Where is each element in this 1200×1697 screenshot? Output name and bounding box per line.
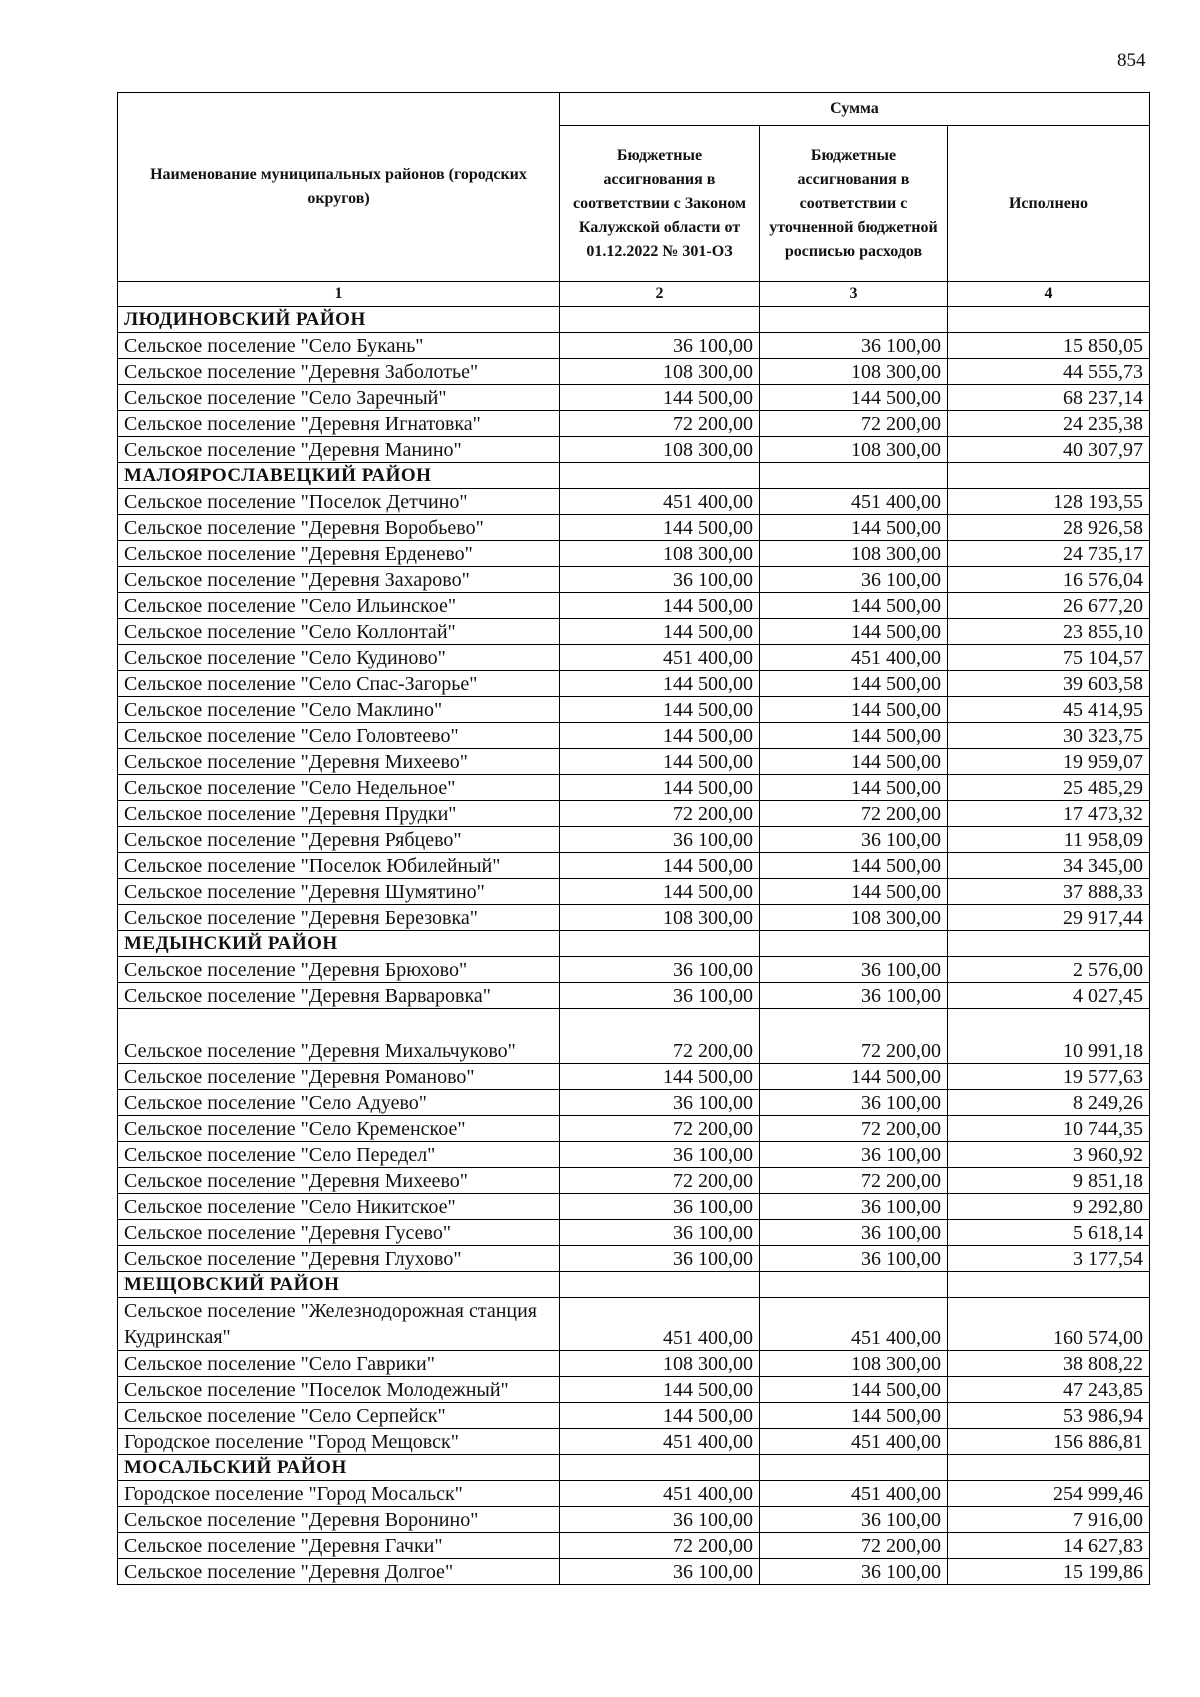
empty-cell bbox=[560, 931, 760, 957]
settlement-name: Сельское поселение "Деревня Романово" bbox=[118, 1064, 560, 1090]
empty-cell bbox=[760, 931, 948, 957]
settlement-name: Сельское поселение "Село Коллонтай" bbox=[118, 619, 560, 645]
table-row bbox=[118, 1194, 1150, 1220]
column-number-1: 1 bbox=[118, 282, 560, 307]
executed-cell: 160 574,00 bbox=[948, 1298, 1150, 1351]
roster-allocation-cell: 72 200,00 bbox=[760, 1116, 948, 1142]
header-sum: Сумма bbox=[560, 93, 1150, 126]
table-row bbox=[118, 541, 1150, 567]
roster-allocation-cell: 72 200,00 bbox=[760, 1533, 948, 1559]
roster-allocation-cell: 36 100,00 bbox=[760, 957, 948, 983]
district-header-row bbox=[118, 931, 1150, 957]
settlement-name: Сельское поселение "Деревня Долгое" bbox=[118, 1559, 560, 1585]
law-allocation-cell: 144 500,00 bbox=[560, 619, 760, 645]
executed-cell: 30 323,75 bbox=[948, 723, 1150, 749]
roster-allocation-cell: 144 500,00 bbox=[760, 775, 948, 801]
executed-cell: 23 855,10 bbox=[948, 619, 1150, 645]
law-allocation-cell: 108 300,00 bbox=[560, 1351, 760, 1377]
law-allocation-cell: 36 100,00 bbox=[560, 1559, 760, 1585]
settlement-name: Сельское поселение "Деревня Михеево" bbox=[118, 749, 560, 775]
law-allocation-cell: 144 500,00 bbox=[560, 749, 760, 775]
table-row bbox=[118, 671, 1150, 697]
law-allocation-cell: 72 200,00 bbox=[560, 801, 760, 827]
settlement-name: Сельское поселение "Деревня Михеево" bbox=[118, 1168, 560, 1194]
roster-allocation-cell: 72 200,00 bbox=[760, 411, 948, 437]
table-row bbox=[118, 905, 1150, 931]
table-row bbox=[118, 411, 1150, 437]
budget-table bbox=[117, 92, 1150, 1585]
law-allocation-cell: 72 200,00 bbox=[560, 1116, 760, 1142]
table-row bbox=[118, 827, 1150, 853]
executed-cell: 2 576,00 bbox=[948, 957, 1150, 983]
executed-cell: 53 986,94 bbox=[948, 1403, 1150, 1429]
header-roster-allocation: Бюджетные ассигнования в соответствии с уточненной бюджетной росписью расходов bbox=[760, 126, 948, 282]
roster-allocation-cell: 36 100,00 bbox=[760, 983, 948, 1009]
roster-allocation-cell: 451 400,00 bbox=[760, 1429, 948, 1455]
settlement-name: Сельское поселение "Село Кременское" bbox=[118, 1116, 560, 1142]
roster-allocation-cell: 144 500,00 bbox=[760, 593, 948, 619]
table-row bbox=[118, 489, 1150, 515]
executed-cell: 11 958,09 bbox=[948, 827, 1150, 853]
table-row bbox=[118, 1246, 1150, 1272]
executed-cell: 38 808,22 bbox=[948, 1351, 1150, 1377]
law-allocation-cell: 451 400,00 bbox=[560, 1481, 760, 1507]
table-row bbox=[118, 1168, 1150, 1194]
settlement-name: Сельское поселение "Деревня Воробьево" bbox=[118, 515, 560, 541]
table-row bbox=[118, 333, 1150, 359]
executed-cell: 47 243,85 bbox=[948, 1377, 1150, 1403]
empty-cell bbox=[948, 463, 1150, 489]
table-row bbox=[118, 801, 1150, 827]
district-name: МАЛОЯРОСЛАВЕЦКИЙ РАЙОН bbox=[118, 463, 560, 489]
settlement-name: Сельское поселение "Село Спас-Загорье" bbox=[118, 671, 560, 697]
table-row bbox=[118, 1533, 1150, 1559]
law-allocation-cell: 144 500,00 bbox=[560, 593, 760, 619]
settlement-name: Сельское поселение "Село Заречный" bbox=[118, 385, 560, 411]
settlement-name: Городское поселение "Город Мещовск" bbox=[118, 1429, 560, 1455]
executed-cell: 254 999,46 bbox=[948, 1481, 1150, 1507]
law-allocation-cell: 36 100,00 bbox=[560, 1090, 760, 1116]
district-name: ЛЮДИНОВСКИЙ РАЙОН bbox=[118, 307, 560, 333]
column-number-4: 4 bbox=[948, 282, 1150, 307]
roster-allocation-cell: 36 100,00 bbox=[760, 1194, 948, 1220]
page-number: 854 bbox=[1117, 50, 1146, 71]
settlement-name: Сельское поселение "Село Никитское" bbox=[118, 1194, 560, 1220]
roster-allocation-cell: 144 500,00 bbox=[760, 515, 948, 541]
law-allocation-cell: 451 400,00 bbox=[560, 489, 760, 515]
empty-cell bbox=[948, 1455, 1150, 1481]
settlement-name: Сельское поселение "Село Недельное" bbox=[118, 775, 560, 801]
law-allocation-cell: 144 500,00 bbox=[560, 1377, 760, 1403]
roster-allocation-cell: 108 300,00 bbox=[760, 1351, 948, 1377]
header-executed: Исполнено bbox=[948, 126, 1150, 282]
roster-allocation-cell: 36 100,00 bbox=[760, 1559, 948, 1585]
district-name: МЕЩОВСКИЙ РАЙОН bbox=[118, 1272, 560, 1298]
roster-allocation-cell: 144 500,00 bbox=[760, 619, 948, 645]
executed-cell: 10 744,35 bbox=[948, 1116, 1150, 1142]
settlement-name: Сельское поселение "Село Гаврики" bbox=[118, 1351, 560, 1377]
roster-allocation-cell: 36 100,00 bbox=[760, 333, 948, 359]
table-row bbox=[118, 1429, 1150, 1455]
settlement-name: Сельское поселение "Село Кудиново" bbox=[118, 645, 560, 671]
executed-cell: 37 888,33 bbox=[948, 879, 1150, 905]
roster-allocation-cell: 36 100,00 bbox=[760, 567, 948, 593]
settlement-name: Сельское поселение "Деревня Захарово" bbox=[118, 567, 560, 593]
law-allocation-cell: 108 300,00 bbox=[560, 437, 760, 463]
executed-cell: 19 959,07 bbox=[948, 749, 1150, 775]
law-allocation-cell: 144 500,00 bbox=[560, 853, 760, 879]
table-row bbox=[118, 853, 1150, 879]
table-row bbox=[118, 1559, 1150, 1585]
roster-allocation-cell: 108 300,00 bbox=[760, 541, 948, 567]
executed-cell: 19 577,63 bbox=[948, 1064, 1150, 1090]
settlement-name: Сельское поселение "Поселок Детчино" bbox=[118, 489, 560, 515]
law-allocation-cell: 144 500,00 bbox=[560, 515, 760, 541]
table-row bbox=[118, 1116, 1150, 1142]
executed-cell: 4 027,45 bbox=[948, 983, 1150, 1009]
roster-allocation-cell: 144 500,00 bbox=[760, 385, 948, 411]
table-row bbox=[118, 1351, 1150, 1377]
settlement-name: Сельское поселение "Село Ильинское" bbox=[118, 593, 560, 619]
law-allocation-cell: 36 100,00 bbox=[560, 1246, 760, 1272]
empty-cell bbox=[560, 463, 760, 489]
table-row bbox=[118, 385, 1150, 411]
column-number-3: 3 bbox=[760, 282, 948, 307]
empty-cell bbox=[760, 1272, 948, 1298]
law-allocation-cell: 144 500,00 bbox=[560, 697, 760, 723]
executed-cell: 9 292,80 bbox=[948, 1194, 1150, 1220]
settlement-name: Сельское поселение "Село Адуево" bbox=[118, 1090, 560, 1116]
roster-allocation-cell: 36 100,00 bbox=[760, 1142, 948, 1168]
law-allocation-cell: 36 100,00 bbox=[560, 1194, 760, 1220]
settlement-name: Сельское поселение "Деревня Рябцево" bbox=[118, 827, 560, 853]
table-row bbox=[118, 593, 1150, 619]
executed-cell: 25 485,29 bbox=[948, 775, 1150, 801]
law-allocation-cell: 108 300,00 bbox=[560, 905, 760, 931]
settlement-name: Сельское поселение "Село Серпейск" bbox=[118, 1403, 560, 1429]
settlement-name: Сельское поселение "Деревня Гусево" bbox=[118, 1220, 560, 1246]
table-row bbox=[118, 1064, 1150, 1090]
table-row bbox=[118, 1220, 1150, 1246]
law-allocation-cell: 108 300,00 bbox=[560, 541, 760, 567]
law-allocation-cell: 36 100,00 bbox=[560, 1142, 760, 1168]
settlement-name: Сельское поселение "Деревня Михальчуково" bbox=[118, 1009, 560, 1064]
law-allocation-cell: 72 200,00 bbox=[560, 1533, 760, 1559]
empty-cell bbox=[948, 1272, 1150, 1298]
settlement-name: Сельское поселение "Село Головтеево" bbox=[118, 723, 560, 749]
settlement-name: Сельское поселение "Деревня Шумятино" bbox=[118, 879, 560, 905]
settlement-name: Сельское поселение "Поселок Молодежный" bbox=[118, 1377, 560, 1403]
roster-allocation-cell: 108 300,00 bbox=[760, 437, 948, 463]
executed-cell: 3 177,54 bbox=[948, 1246, 1150, 1272]
law-allocation-cell: 72 200,00 bbox=[560, 411, 760, 437]
roster-allocation-cell: 108 300,00 bbox=[760, 905, 948, 931]
empty-cell bbox=[560, 1455, 760, 1481]
roster-allocation-cell: 72 200,00 bbox=[760, 1168, 948, 1194]
header-name-column: Наименование муниципальных районов (городских округов) bbox=[118, 93, 560, 282]
law-allocation-cell: 451 400,00 bbox=[560, 1429, 760, 1455]
executed-cell: 9 851,18 bbox=[948, 1168, 1150, 1194]
table-row bbox=[118, 359, 1150, 385]
executed-cell: 128 193,55 bbox=[948, 489, 1150, 515]
executed-cell: 68 237,14 bbox=[948, 385, 1150, 411]
settlement-name: Городское поселение "Город Мосальск" bbox=[118, 1481, 560, 1507]
roster-allocation-cell: 36 100,00 bbox=[760, 1220, 948, 1246]
settlement-name: Сельское поселение "Деревня Воронино" bbox=[118, 1507, 560, 1533]
header-law-allocation: Бюджетные ассигнования в соответствии с Законом Калужской области от 01.12.2022 № 301-ОЗ bbox=[560, 126, 760, 282]
law-allocation-cell: 36 100,00 bbox=[560, 957, 760, 983]
law-allocation-cell: 144 500,00 bbox=[560, 879, 760, 905]
roster-allocation-cell: 144 500,00 bbox=[760, 671, 948, 697]
executed-cell: 15 850,05 bbox=[948, 333, 1150, 359]
table-row bbox=[118, 437, 1150, 463]
law-allocation-cell: 36 100,00 bbox=[560, 1220, 760, 1246]
settlement-name: Сельское поселение "Деревня Глухово" bbox=[118, 1246, 560, 1272]
executed-cell: 44 555,73 bbox=[948, 359, 1150, 385]
table-row bbox=[118, 1377, 1150, 1403]
executed-cell: 45 414,95 bbox=[948, 697, 1150, 723]
settlement-name: Сельское поселение "Деревня Прудки" bbox=[118, 801, 560, 827]
executed-cell: 156 886,81 bbox=[948, 1429, 1150, 1455]
law-allocation-cell: 144 500,00 bbox=[560, 775, 760, 801]
law-allocation-cell: 144 500,00 bbox=[560, 1403, 760, 1429]
settlement-name: Сельское поселение "Деревня Игнатовка" bbox=[118, 411, 560, 437]
law-allocation-cell: 36 100,00 bbox=[560, 1507, 760, 1533]
roster-allocation-cell: 144 500,00 bbox=[760, 723, 948, 749]
executed-cell: 8 249,26 bbox=[948, 1090, 1150, 1116]
law-allocation-cell: 144 500,00 bbox=[560, 671, 760, 697]
table-row bbox=[118, 1403, 1150, 1429]
executed-cell: 39 603,58 bbox=[948, 671, 1150, 697]
empty-cell bbox=[760, 463, 948, 489]
executed-cell: 34 345,00 bbox=[948, 853, 1150, 879]
empty-cell bbox=[560, 307, 760, 333]
district-name: МЕДЫНСКИЙ РАЙОН bbox=[118, 931, 560, 957]
executed-cell: 24 735,17 bbox=[948, 541, 1150, 567]
law-allocation-cell: 144 500,00 bbox=[560, 723, 760, 749]
settlement-name: Сельское поселение "Железнодорожная станция Кудринская" bbox=[118, 1298, 560, 1351]
roster-allocation-cell: 144 500,00 bbox=[760, 1064, 948, 1090]
table-row bbox=[118, 515, 1150, 541]
settlement-name: Сельское поселение "Деревня Ерденево" bbox=[118, 541, 560, 567]
roster-allocation-cell: 144 500,00 bbox=[760, 1377, 948, 1403]
law-allocation-cell: 36 100,00 bbox=[560, 567, 760, 593]
executed-cell: 3 960,92 bbox=[948, 1142, 1150, 1168]
district-header-row bbox=[118, 1272, 1150, 1298]
empty-cell bbox=[948, 307, 1150, 333]
empty-cell bbox=[760, 1455, 948, 1481]
roster-allocation-cell: 144 500,00 bbox=[760, 1403, 948, 1429]
table-row bbox=[118, 1298, 1150, 1351]
table-row bbox=[118, 697, 1150, 723]
district-header-row bbox=[118, 463, 1150, 489]
settlement-name: Сельское поселение "Деревня Брюхово" bbox=[118, 957, 560, 983]
district-name: МОСАЛЬСКИЙ РАЙОН bbox=[118, 1455, 560, 1481]
roster-allocation-cell: 36 100,00 bbox=[760, 827, 948, 853]
executed-cell: 15 199,86 bbox=[948, 1559, 1150, 1585]
law-allocation-cell: 144 500,00 bbox=[560, 385, 760, 411]
settlement-name: Сельское поселение "Поселок Юбилейный" bbox=[118, 853, 560, 879]
table-row bbox=[118, 1507, 1150, 1533]
law-allocation-cell: 108 300,00 bbox=[560, 359, 760, 385]
roster-allocation-cell: 36 100,00 bbox=[760, 1507, 948, 1533]
roster-allocation-cell: 144 500,00 bbox=[760, 879, 948, 905]
roster-allocation-cell: 72 200,00 bbox=[760, 1009, 948, 1064]
table-row bbox=[118, 749, 1150, 775]
roster-allocation-cell: 144 500,00 bbox=[760, 749, 948, 775]
settlement-name: Сельское поселение "Деревня Гачки" bbox=[118, 1533, 560, 1559]
executed-cell: 28 926,58 bbox=[948, 515, 1150, 541]
executed-cell: 14 627,83 bbox=[948, 1533, 1150, 1559]
settlement-name: Сельское поселение "Деревня Варваровка" bbox=[118, 983, 560, 1009]
law-allocation-cell: 144 500,00 bbox=[560, 1064, 760, 1090]
table-row bbox=[118, 957, 1150, 983]
executed-cell: 16 576,04 bbox=[948, 567, 1150, 593]
roster-allocation-cell: 451 400,00 bbox=[760, 489, 948, 515]
settlement-name: Сельское поселение "Деревня Манино" bbox=[118, 437, 560, 463]
settlement-name: Сельское поселение "Село Маклино" bbox=[118, 697, 560, 723]
column-number-2: 2 bbox=[560, 282, 760, 307]
table-row bbox=[118, 879, 1150, 905]
district-header-row bbox=[118, 1455, 1150, 1481]
law-allocation-cell: 451 400,00 bbox=[560, 1298, 760, 1351]
settlement-name: Сельское поселение "Село Букань" bbox=[118, 333, 560, 359]
law-allocation-cell: 451 400,00 bbox=[560, 645, 760, 671]
executed-cell: 24 235,38 bbox=[948, 411, 1150, 437]
law-allocation-cell: 72 200,00 bbox=[560, 1009, 760, 1064]
district-header-row bbox=[118, 307, 1150, 333]
empty-cell bbox=[760, 307, 948, 333]
executed-cell: 75 104,57 bbox=[948, 645, 1150, 671]
executed-cell: 10 991,18 bbox=[948, 1009, 1150, 1064]
law-allocation-cell: 72 200,00 bbox=[560, 1168, 760, 1194]
law-allocation-cell: 36 100,00 bbox=[560, 983, 760, 1009]
settlement-name: Сельское поселение "Деревня Заболотье" bbox=[118, 359, 560, 385]
roster-allocation-cell: 72 200,00 bbox=[760, 801, 948, 827]
table-row bbox=[118, 645, 1150, 671]
table-row bbox=[118, 775, 1150, 801]
executed-cell: 7 916,00 bbox=[948, 1507, 1150, 1533]
table-row bbox=[118, 1481, 1150, 1507]
settlement-name: Сельское поселение "Деревня Березовка" bbox=[118, 905, 560, 931]
roster-allocation-cell: 451 400,00 bbox=[760, 1481, 948, 1507]
empty-cell bbox=[948, 931, 1150, 957]
table-row bbox=[118, 1009, 1150, 1064]
law-allocation-cell: 36 100,00 bbox=[560, 333, 760, 359]
roster-allocation-cell: 451 400,00 bbox=[760, 645, 948, 671]
table-body bbox=[118, 307, 1150, 1585]
table-row bbox=[118, 1090, 1150, 1116]
roster-allocation-cell: 108 300,00 bbox=[760, 359, 948, 385]
empty-cell bbox=[560, 1272, 760, 1298]
table-row bbox=[118, 619, 1150, 645]
roster-allocation-cell: 451 400,00 bbox=[760, 1298, 948, 1351]
roster-allocation-cell: 36 100,00 bbox=[760, 1246, 948, 1272]
roster-allocation-cell: 144 500,00 bbox=[760, 853, 948, 879]
law-allocation-cell: 36 100,00 bbox=[560, 827, 760, 853]
settlement-name: Сельское поселение "Село Передел" bbox=[118, 1142, 560, 1168]
executed-cell: 29 917,44 bbox=[948, 905, 1150, 931]
table-row bbox=[118, 567, 1150, 593]
table-row bbox=[118, 983, 1150, 1009]
roster-allocation-cell: 36 100,00 bbox=[760, 1090, 948, 1116]
executed-cell: 17 473,32 bbox=[948, 801, 1150, 827]
executed-cell: 5 618,14 bbox=[948, 1220, 1150, 1246]
table-row bbox=[118, 723, 1150, 749]
executed-cell: 26 677,20 bbox=[948, 593, 1150, 619]
table-row bbox=[118, 1142, 1150, 1168]
roster-allocation-cell: 144 500,00 bbox=[760, 697, 948, 723]
executed-cell: 40 307,97 bbox=[948, 437, 1150, 463]
